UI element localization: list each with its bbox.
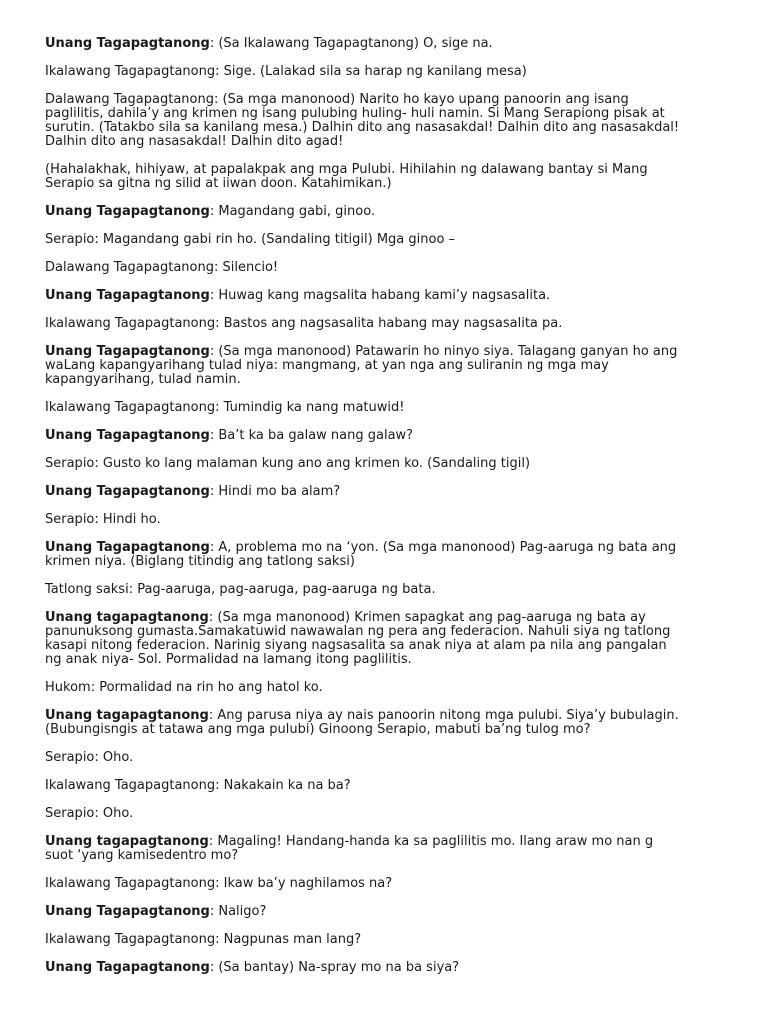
dialogue-line <box>45 583 735 597</box>
line-text: kapangyarihang, tulad namin. <box>45 372 241 387</box>
dialogue-paragraph <box>45 835 735 863</box>
speaker-name: Unang Tagapagtanong <box>45 36 210 51</box>
dialogue-line <box>45 135 735 149</box>
line-text: kasapi nitong federacion. Narinig siyang nagsasalita sa anak niya at alam pa nila ang pangalan <box>45 638 667 653</box>
speaker-name: Unang tagapagtanong <box>45 610 209 625</box>
dialogue-paragraph <box>45 751 735 765</box>
dialogue-line <box>45 177 735 191</box>
line-text: : Naligo? <box>209 904 267 919</box>
speaker-name: Unang Tagapagtanong <box>45 428 210 443</box>
line-text: : Ba’t ka ba galaw nang galaw? <box>209 428 414 443</box>
dialogue-paragraph <box>45 457 735 471</box>
dialogue-paragraph <box>45 961 735 975</box>
dialogue-line <box>45 541 735 555</box>
dialogue-paragraph <box>45 65 735 79</box>
dialogue-paragraph <box>45 93 735 149</box>
line-text: : (Sa Ikalawang Tagapagtanong) O, sige na. <box>209 36 493 51</box>
dialogue-line <box>45 373 735 387</box>
dialogue-paragraph <box>45 205 735 219</box>
dialogue-paragraph <box>45 583 735 597</box>
dialogue-line <box>45 401 735 415</box>
dialogue-line <box>45 849 735 863</box>
dialogue-paragraph <box>45 401 735 415</box>
line-text: : A, problema mo na ‘yon. (Sa mga manonood) Pag-aaruga ng bata ang <box>209 540 677 555</box>
dialogue-line <box>45 653 735 667</box>
dialogue-paragraph <box>45 541 735 569</box>
dialogue-line <box>45 513 735 527</box>
speaker-name: Unang Tagapagtanong <box>45 540 210 555</box>
line-text: (Hahalakhak, hihiyaw, at papalakpak ang mga Pulubi. Hihilahin ng dalawang bantay si Mang <box>45 162 648 177</box>
dialogue-line <box>45 93 735 107</box>
dialogue-line <box>45 611 735 625</box>
line-text: Dalawang Tagapagtanong: (Sa mga manonood) Narito ho kayo upang panoorin ang isang <box>45 92 629 107</box>
dialogue-paragraph <box>45 289 735 303</box>
dialogue-paragraph <box>45 233 735 247</box>
line-text: : (Sa mga manonood) Patawarin ho ninyo siya. Talagang ganyan ho ang <box>209 344 678 359</box>
dialogue-line <box>45 877 735 891</box>
line-text: : Huwag kang magsalita habang kami’y nagsasalita. <box>209 288 551 303</box>
line-text: Dalhin dito ang nasasakdal! Dalhin dito agad! <box>45 134 344 149</box>
line-text: Tatlong saksi: Pag-aaruga, pag-aaruga, pag-aaruga ng bata. <box>45 582 436 597</box>
dialogue-line <box>45 751 735 765</box>
line-text: Ikalawang Tagapagtanong: Tumindig ka nang matuwid! <box>45 400 405 415</box>
dialogue-paragraph <box>45 779 735 793</box>
speaker-name: Unang Tagapagtanong <box>45 904 210 919</box>
dialogue-paragraph <box>45 681 735 695</box>
dialogue-line <box>45 37 735 51</box>
line-text: paglilitis, dahila’y ang krimen ng isang pulubing huling- huli namin. Si Mang Serapiong pisak at <box>45 106 665 121</box>
line-text: : Magandang gabi, ginoo. <box>209 204 376 219</box>
dialogue-paragraph <box>45 807 735 821</box>
dialogue-line <box>45 359 735 373</box>
dialogue-line <box>45 933 735 947</box>
speaker-name: Unang Tagapagtanong <box>45 960 210 975</box>
speaker-name: Unang Tagapagtanong <box>45 484 210 499</box>
line-text: waLang kapangyarihang tulad niya: mangmang, at yan nga ang suliranin ng mga may <box>45 358 609 373</box>
dialogue-paragraph <box>45 163 735 191</box>
dialogue-line <box>45 723 735 737</box>
dialogue-line <box>45 639 735 653</box>
dialogue-line <box>45 289 735 303</box>
dialogue-paragraph <box>45 261 735 275</box>
dialogue-line <box>45 429 735 443</box>
play-script-text <box>45 37 735 989</box>
line-text: ng anak niya- Sol. Pormalidad na lamang itong paglilitis. <box>45 652 412 667</box>
dialogue-line <box>45 233 735 247</box>
dialogue-line <box>45 261 735 275</box>
dialogue-line <box>45 345 735 359</box>
dialogue-line <box>45 65 735 79</box>
line-text: Serapio: Oho. <box>45 806 134 821</box>
speaker-name: Unang tagapagtanong <box>45 708 209 723</box>
speaker-name: Unang tagapagtanong <box>45 834 209 849</box>
line-text: : (Sa mga manonood) Krimen sapagkat ang pag-aaruga ng bata ay <box>208 610 646 625</box>
dialogue-paragraph <box>45 709 735 737</box>
speaker-name: Unang Tagapagtanong <box>45 204 210 219</box>
line-text: suot ‘yang kamisedentro mo? <box>45 848 239 863</box>
dialogue-line <box>45 961 735 975</box>
dialogue-line <box>45 121 735 135</box>
speaker-name: Unang Tagapagtanong <box>45 288 210 303</box>
line-text: : Hindi mo ba alam? <box>209 484 341 499</box>
line-text: panunuksong gumasta.Samakatuwid nawawalan ng pera ang federacion. Nahuli siya ng tatlong <box>45 624 671 639</box>
speaker-name: Unang Tagapagtanong <box>45 344 210 359</box>
line-text: Serapio sa gitna ng silid at iiwan doon. Katahimikan.) <box>45 176 392 191</box>
dialogue-paragraph <box>45 513 735 527</box>
line-text: : Ang parusa niya ay nais panoorin nitong mga pulubi. Siya’y bubulagin. <box>208 708 679 723</box>
line-text: krimen niya. (Biglang titindig ang tatlong saksi) <box>45 554 355 569</box>
dialogue-line <box>45 485 735 499</box>
dialogue-line <box>45 835 735 849</box>
dialogue-paragraph <box>45 485 735 499</box>
dialogue-paragraph <box>45 933 735 947</box>
dialogue-line <box>45 905 735 919</box>
dialogue-paragraph <box>45 905 735 919</box>
line-text: Ikalawang Tagapagtanong: Sige. (Lalakad sila sa harap ng kanilang mesa) <box>45 64 527 79</box>
line-text: Serapio: Hindi ho. <box>45 512 161 527</box>
line-text: Ikalawang Tagapagtanong: Nagpunas man lang? <box>45 932 362 947</box>
dialogue-line <box>45 205 735 219</box>
line-text: : (Sa bantay) Na-spray mo na ba siya? <box>209 960 460 975</box>
line-text: Serapio: Magandang gabi rin ho. (Sandaling titigil) Mga ginoo – <box>45 232 456 247</box>
dialogue-line <box>45 779 735 793</box>
dialogue-line <box>45 317 735 331</box>
line-text: : Magaling! Handang-handa ka sa paglilitis mo. Ilang araw mo nan g <box>208 834 654 849</box>
dialogue-paragraph <box>45 429 735 443</box>
line-text: Ikalawang Tagapagtanong: Ikaw ba’y naghilamos na? <box>45 876 393 891</box>
line-text: Ikalawang Tagapagtanong: Bastos ang nagsasalita habang may nagsasalita pa. <box>45 316 563 331</box>
line-text: Dalawang Tagapagtanong: Silencio! <box>45 260 279 275</box>
line-text: surutin. (Tatakbo sila sa kanilang mesa.) Dalhin dito ang nasasakdal! Dalhin dito ang nasasakdal! <box>45 120 680 135</box>
dialogue-paragraph <box>45 611 735 667</box>
dialogue-line <box>45 107 735 121</box>
dialogue-paragraph <box>45 37 735 51</box>
line-text: Ikalawang Tagapagtanong: Nakakain ka na ba? <box>45 778 351 793</box>
line-text: (Bubungisngis at tatawa ang mga pulubi) Ginoong Serapio, mabuti ba’ng tulog mo? <box>45 722 591 737</box>
dialogue-line <box>45 457 735 471</box>
dialogue-paragraph <box>45 877 735 891</box>
dialogue-line <box>45 709 735 723</box>
dialogue-line <box>45 555 735 569</box>
line-text: Hukom: Pormalidad na rin ho ang hatol ko. <box>45 680 323 695</box>
dialogue-line <box>45 163 735 177</box>
dialogue-paragraph <box>45 317 735 331</box>
dialogue-paragraph <box>45 345 735 387</box>
dialogue-line <box>45 625 735 639</box>
line-text: Serapio: Oho. <box>45 750 134 765</box>
dialogue-line <box>45 807 735 821</box>
line-text: Serapio: Gusto ko lang malaman kung ano ang krimen ko. (Sandaling tigil) <box>45 456 531 471</box>
dialogue-line <box>45 681 735 695</box>
